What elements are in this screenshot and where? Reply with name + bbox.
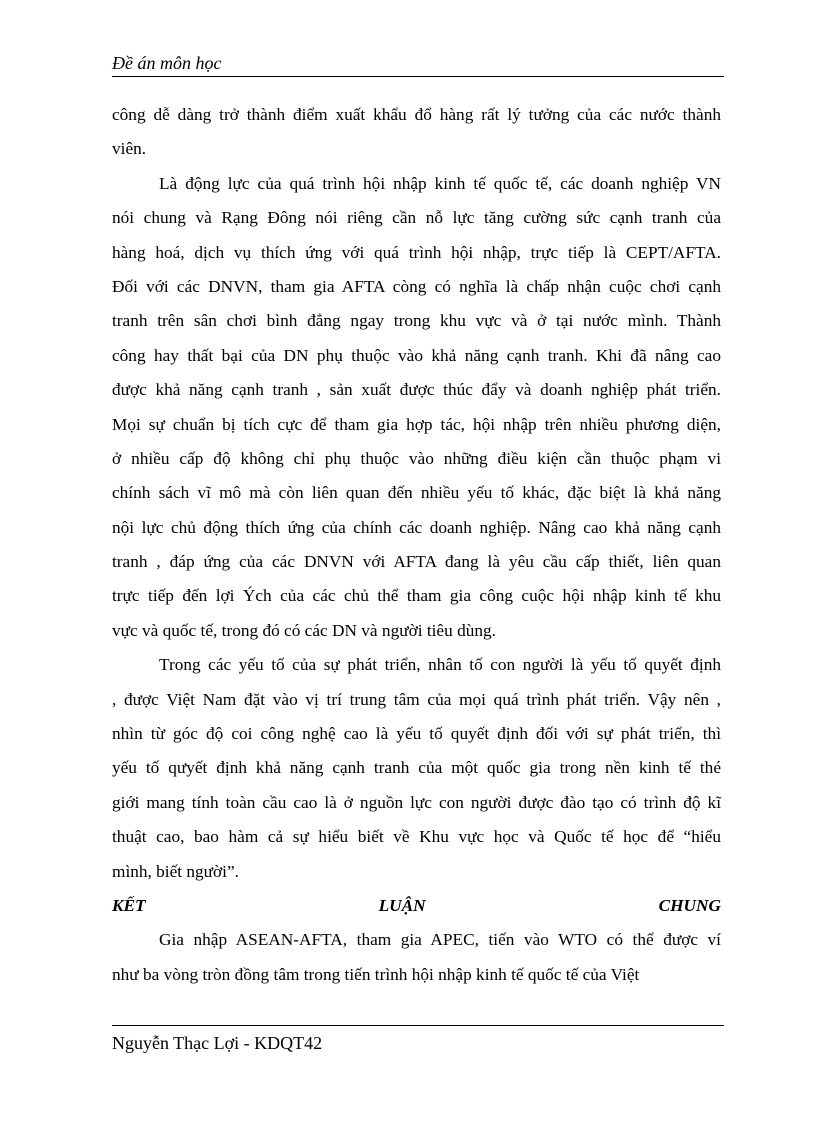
text-line: Trong các yếu tố của sự phát triển, nhân tố con người là yếu tố quyết định	[159, 655, 721, 675]
text-line: , được Việt Nam đặt vào vị trí trung tâm của mọi quá trình phát triển. Vậy nên ,	[112, 689, 721, 709]
text-line: vực và quốc tế, trong đó có các DN và người tiêu dùng.	[112, 620, 496, 640]
text-line: Đối với các DNVN, tham gia AFTA còng có nghĩa là chấp nhận cuộc chơi cạnh	[112, 276, 721, 296]
text-line: viên.	[112, 139, 147, 159]
text-line: ở nhiều cấp độ không chỉ phụ thuộc vào những điều kiện cần thuộc phạm vi	[112, 448, 721, 468]
text-line: nói chung và Rạng Đông nói riêng cần nỗ lực tăng cường sức cạnh tranh của	[112, 208, 721, 228]
footer-divider	[112, 1025, 724, 1026]
section-heading: KẾT LUẬN CHUNG	[112, 895, 721, 915]
text-line: công dễ dàng trở thành điểm xuất khẩu đổ hàng rất lý tưởng của các nước thành	[112, 105, 721, 124]
page-footer-author: Nguyễn Thạc Lợi - KDQT42	[112, 1033, 323, 1053]
text-line: công hay thất bại của DN phụ thuộc vào khả năng cạnh tranh. Khi đã nâng cao	[112, 345, 721, 365]
text-line: thuật cao, bao hàm cả sự hiểu biết về Khu vực học và Quốc tế học để “hiểu	[112, 827, 721, 847]
text-line: hàng hoá, dịch vụ thích ứng với quá trình hội nhập, trực tiếp là CEPT/AFTA.	[112, 242, 721, 262]
text-line: tranh , đáp ứng của các DNVN với AFTA đang là yêu cầu cấp thiết, liên quan	[112, 552, 721, 572]
text-line: Là động lực của quá trình hội nhập kinh tế quốc tế, các doanh nghiệp VN	[159, 173, 721, 193]
text-line: như ba vòng tròn đồng tâm trong tiến trình hội nhập kinh tế quốc tế của Việt	[112, 964, 640, 984]
text-line: trực tiếp đến lợi Ých của các chủ thể tham gia công cuộc hội nhập kinh tế khu	[112, 586, 721, 606]
text-line: tranh trên sân chơi bình đẳng ngay trong khu vực và ở tại nước mình. Thành	[112, 311, 721, 331]
text-line: Gia nhập ASEAN-AFTA, tham gia APEC, tiến vào WTO có thể được ví	[159, 930, 721, 950]
text-line: nhìn từ góc độ coi công nghệ cao là yếu tố quyết định đối với sự phát triển, thì	[112, 724, 721, 744]
document-body	[112, 98, 721, 992]
text-line: chính sách vĩ mô mà còn liên quan đến nhiều yếu tố khác, đặc biệt là khả năng	[112, 483, 721, 503]
text-line: được khả năng cạnh tranh , sản xuất được thúc đẩy và doanh nghiệp phát triển.	[112, 380, 721, 400]
text-line: giới mang tính toàn cầu cao là ở nguồn lực con người được đào tạo có trình độ kĩ	[112, 792, 721, 812]
text-line: nội lực chủ động thích ứng của chính các doanh nghiệp. Nâng cao khả năng cạnh	[112, 517, 721, 537]
text-line: mình, biết người”.	[112, 861, 239, 881]
page-header-title: Đề án môn học	[112, 53, 222, 73]
text-line: Mọi sự chuẩn bị tích cực để tham gia hợp tác, hội nhập trên nhiều phương diện,	[112, 414, 721, 434]
text-line: yếu tố qưyết định khả năng cạnh tranh của một quốc gia trong nền kinh tế thé	[112, 758, 721, 778]
header-divider	[112, 76, 724, 77]
